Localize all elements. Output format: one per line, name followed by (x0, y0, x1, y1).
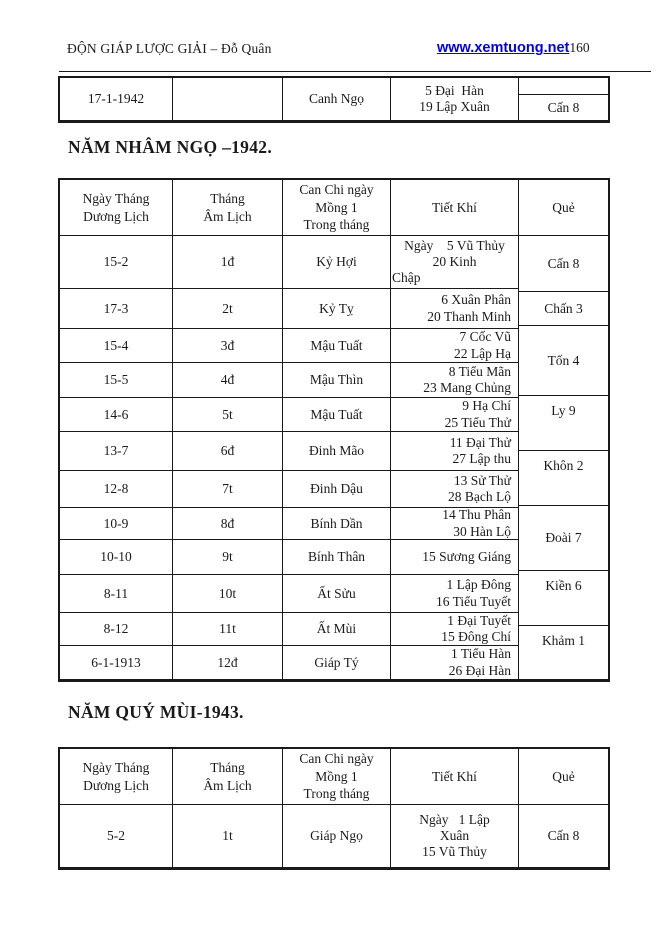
cell-am-lich (173, 236, 283, 288)
tietkhi-line: 30 Hàn Lộ (453, 523, 511, 539)
tietkhi-line: 8 Tiểu Mãn (448, 363, 511, 379)
header-line: Tháng (210, 759, 245, 775)
canchi-value: Mậu Tuất (310, 337, 363, 353)
cell-am-lich (173, 575, 283, 612)
header-line: Dương Lịch (83, 777, 149, 793)
page-number: 160 (569, 40, 590, 55)
cell-am-lich (173, 329, 283, 362)
date-value: 5-2 (107, 828, 125, 843)
date-value: 15-5 (103, 372, 129, 387)
cell-duong-lich (60, 363, 173, 397)
cell-can-chi (283, 540, 391, 574)
que-value: Khôn 2 (543, 458, 584, 473)
tietkhi-line: 5 Đại Hàn (425, 82, 484, 98)
date-value: 15-2 (103, 254, 129, 269)
que-column (519, 805, 608, 867)
header-line: Can Chi ngày (299, 181, 374, 197)
website-link[interactable]: www.xemtuong.net (437, 40, 570, 56)
date-value: 17-3 (103, 300, 129, 316)
cell-que-split (519, 78, 608, 120)
table-row (60, 236, 519, 289)
cell-tiet-khi (391, 398, 519, 431)
month-value: 9t (222, 549, 233, 564)
section-title-1943: NĂM QUÝ MÙI-1943. (68, 702, 244, 722)
table-row (60, 329, 519, 363)
date-value: 15-4 (103, 337, 129, 353)
table-header-row (60, 180, 608, 236)
canchi-value: Bính Thân (307, 549, 366, 564)
tietkhi-line: 22 Lập Hạ (454, 345, 511, 361)
cell-am-lich (173, 432, 283, 470)
que-value: Khảm 1 (541, 633, 586, 648)
cell-tiet-khi (391, 432, 519, 470)
cell-duong-lich (60, 575, 173, 612)
cell-can-chi (283, 363, 391, 397)
cell-tiet-khi (391, 646, 519, 679)
tietkhi-line: 1 Đại Tuyết (447, 612, 511, 628)
canchi-value: Bính Dần (310, 515, 363, 531)
que-cell (519, 571, 608, 626)
col-header-que (519, 180, 608, 235)
table-row (60, 471, 519, 508)
cell-can-chi (283, 646, 391, 679)
cell-tiet-khi (391, 329, 519, 362)
date-value: 10-9 (103, 515, 129, 531)
table-row (60, 398, 519, 432)
month-value: 3đ (220, 337, 235, 353)
canchi-value: Giáp Tý (314, 654, 359, 670)
table-rows (60, 236, 519, 679)
cell-tiet-khi (391, 805, 519, 867)
header-line: Ngày Tháng (82, 759, 150, 775)
cell-can-chi (283, 805, 391, 867)
col-header-tiet-khi (391, 180, 519, 235)
que-cell (519, 292, 608, 326)
que-value: Đoài 7 (545, 530, 582, 545)
canchi-value: Ất Mùi (316, 621, 357, 636)
cell-tiet-khi (391, 508, 519, 539)
tietkhi-line: 11 Đại Thử (449, 434, 511, 450)
header-line: Tiết Khí (432, 768, 477, 784)
date-value: 6-1-1913 (91, 654, 141, 670)
cell-tiet-khi (391, 575, 519, 612)
que-cell (519, 396, 608, 451)
cell-can-chi (283, 329, 391, 362)
date-value: 8-12 (103, 621, 129, 636)
table-row (60, 363, 519, 398)
table-row (60, 432, 519, 471)
que-cell (519, 805, 608, 867)
cell-tiet-khi (391, 540, 519, 574)
header-line: Trong tháng (303, 217, 370, 233)
que-cell (519, 326, 608, 396)
header-line: Mồng 1 (315, 768, 358, 784)
date-value: 17-1-1942 (87, 91, 145, 106)
tietkhi-line: 15 Vũ Thủy (422, 844, 487, 860)
header-right-group (437, 39, 590, 57)
cell-am-lich (173, 508, 283, 539)
table-fragment-1941 (58, 76, 610, 123)
header-line: Can Chi ngày (299, 750, 374, 766)
month-value: 5t (222, 406, 233, 422)
tietkhi-line: 19 Lập Xuân (419, 99, 490, 114)
tietkhi-line: 27 Lập thu (452, 451, 511, 466)
canchi-value: Mậu Thìn (309, 372, 364, 387)
cell-duong-lich (60, 78, 173, 120)
cell-am-lich (173, 805, 283, 867)
que-value: Chấn 3 (544, 300, 583, 316)
cell-duong-lich (60, 540, 173, 574)
table-row (60, 289, 519, 329)
header-line: Dương Lịch (83, 208, 149, 224)
table-body (60, 236, 608, 679)
header-line: Trong tháng (303, 786, 370, 802)
tietkhi-line: 13 Sử Thử (453, 472, 511, 488)
cell-can-chi (283, 78, 391, 120)
cell-duong-lich (60, 289, 173, 328)
table-row (60, 613, 519, 646)
tietkhi-line: 16 Tiểu Tuyết (435, 593, 511, 609)
cell-am-lich (173, 646, 283, 679)
que-column (519, 236, 608, 679)
col-header-can-chi (283, 749, 391, 804)
que-cell (519, 506, 608, 571)
month-value: 4đ (220, 372, 235, 387)
cell-duong-lich (60, 613, 173, 645)
tietkhi-line: 1 Lập Đông (446, 577, 511, 593)
cell-am-lich (173, 363, 283, 397)
cell-duong-lich (60, 329, 173, 362)
que-cell (519, 95, 608, 120)
cell-tiet-khi (391, 289, 519, 328)
canchi-value: Canh Ngọ (308, 91, 365, 106)
que-value: Cấn 8 (547, 99, 580, 115)
header-line: Ngày Tháng (82, 190, 150, 206)
table-body (60, 805, 608, 867)
tietkhi-line: Chập (392, 270, 421, 286)
header-divider (59, 71, 651, 72)
month-value: 11t (219, 621, 236, 636)
cell-can-chi (283, 508, 391, 539)
cell-can-chi (283, 432, 391, 470)
col-header-que (519, 749, 608, 804)
month-value: 12đ (217, 654, 238, 670)
table-row (60, 805, 519, 867)
tietkhi-line: 20 Thanh Minh (427, 308, 511, 324)
cell-tiet-khi (391, 613, 519, 645)
cell-am-lich (173, 613, 283, 645)
cell-am-lich (173, 471, 283, 507)
tietkhi-line: 6 Xuân Phân (441, 292, 511, 308)
col-header-am-lich (173, 749, 283, 804)
tietkhi-line: 26 Đại Hàn (448, 662, 511, 678)
que-cell (519, 626, 608, 679)
tietkhi-line: Ngày 5 Vũ Thủy (404, 237, 505, 253)
header-line: Âm Lịch (203, 208, 252, 224)
tietkhi-line: Xuân (439, 827, 470, 843)
canchi-value: Giáp Ngọ (310, 828, 363, 843)
header-line: Quẻ (552, 768, 575, 784)
tietkhi-line: 20 Kinh (432, 253, 477, 269)
canchi-value: Kỷ Hợi (316, 254, 357, 269)
month-value: 1t (222, 828, 233, 843)
tietkhi-line: 15 Đông Chí (441, 629, 511, 644)
que-empty-cell (519, 78, 608, 95)
month-value: 1đ (220, 254, 235, 269)
que-value: Cấn 8 (547, 255, 580, 271)
table-1943 (58, 747, 610, 870)
table-rows (60, 805, 519, 867)
cell-am-lich (173, 289, 283, 328)
cell-tiet-khi (391, 471, 519, 507)
table-row (60, 575, 519, 613)
header-line: Âm Lịch (203, 777, 252, 793)
cell-can-chi (283, 289, 391, 328)
date-value: 10-10 (100, 549, 132, 564)
col-header-duong-lich (60, 180, 173, 235)
date-value: 14-6 (103, 406, 129, 422)
cell-am-lich (173, 540, 283, 574)
table-row (60, 508, 519, 540)
tietkhi-line: 25 Tiểu Thử (444, 414, 511, 430)
cell-duong-lich (60, 236, 173, 288)
table-row (60, 540, 519, 575)
header-line: Tháng (210, 190, 245, 206)
header-line: Tiết Khí (432, 199, 477, 215)
cell-am-lich (173, 398, 283, 431)
tietkhi-line: 28 Bạch Lộ (448, 489, 511, 504)
canchi-value: Kỷ Tỵ (319, 300, 354, 316)
que-cell (519, 451, 608, 506)
tietkhi-line: 15 Sương Giáng (422, 548, 511, 564)
cell-can-chi (283, 398, 391, 431)
month-value: 8đ (220, 515, 235, 531)
cell-duong-lich (60, 646, 173, 679)
canchi-value: Đinh Mão (308, 443, 365, 458)
header-line: Quẻ (552, 199, 575, 215)
tietkhi-line: 14 Thu Phân (442, 507, 511, 523)
cell-can-chi (283, 575, 391, 612)
col-header-duong-lich (60, 749, 173, 804)
cell-duong-lich (60, 805, 173, 867)
que-value: Kiền 6 (545, 578, 582, 593)
date-value: 12-8 (103, 481, 129, 496)
month-value: 6đ (220, 443, 235, 458)
que-value: Tốn 4 (547, 352, 580, 368)
month-value: 7t (222, 481, 233, 496)
document-title: ĐỘN GIÁP LƯỢC GIẢI – Đỗ Quân (67, 41, 272, 56)
tietkhi-line: 23 Mang Chủng (423, 380, 511, 395)
cell-can-chi (283, 236, 391, 288)
cell-tiet-khi (391, 236, 519, 288)
col-header-tiet-khi (391, 749, 519, 804)
canchi-value: Đinh Dậu (310, 481, 363, 496)
month-value: 2t (222, 300, 233, 316)
table-row (60, 646, 519, 679)
cell-am-lich (173, 78, 283, 120)
table-1942 (58, 178, 610, 682)
cell-can-chi (283, 613, 391, 645)
tietkhi-line: Ngày 1 Lập (419, 811, 490, 827)
section-title-1942: NĂM NHÂM NGỌ –1942. (68, 137, 273, 157)
cell-tiet-khi (391, 78, 519, 120)
que-cell (519, 236, 608, 292)
cell-duong-lich (60, 508, 173, 539)
cell-can-chi (283, 471, 391, 507)
tietkhi-line: 9 Hạ Chí (462, 398, 511, 414)
table-header-row (60, 749, 608, 805)
canchi-value: Mậu Tuất (310, 406, 363, 422)
date-value: 13-7 (103, 443, 129, 458)
month-value: 10t (218, 585, 237, 601)
header-line: Mồng 1 (315, 199, 358, 215)
col-header-am-lich (173, 180, 283, 235)
table-row (60, 78, 608, 120)
cell-duong-lich (60, 398, 173, 431)
cell-duong-lich (60, 432, 173, 470)
que-value: Ly 9 (551, 403, 576, 418)
cell-tiet-khi (391, 363, 519, 397)
cell-duong-lich (60, 471, 173, 507)
tietkhi-line: 1 Tiểu Hàn (450, 646, 511, 662)
date-value: 8-11 (103, 585, 129, 601)
col-header-can-chi (283, 180, 391, 235)
que-value: Cấn 8 (547, 828, 580, 843)
tietkhi-line: 7 Cốc Vũ (459, 329, 511, 345)
canchi-value: Ất Sửu (317, 585, 356, 601)
